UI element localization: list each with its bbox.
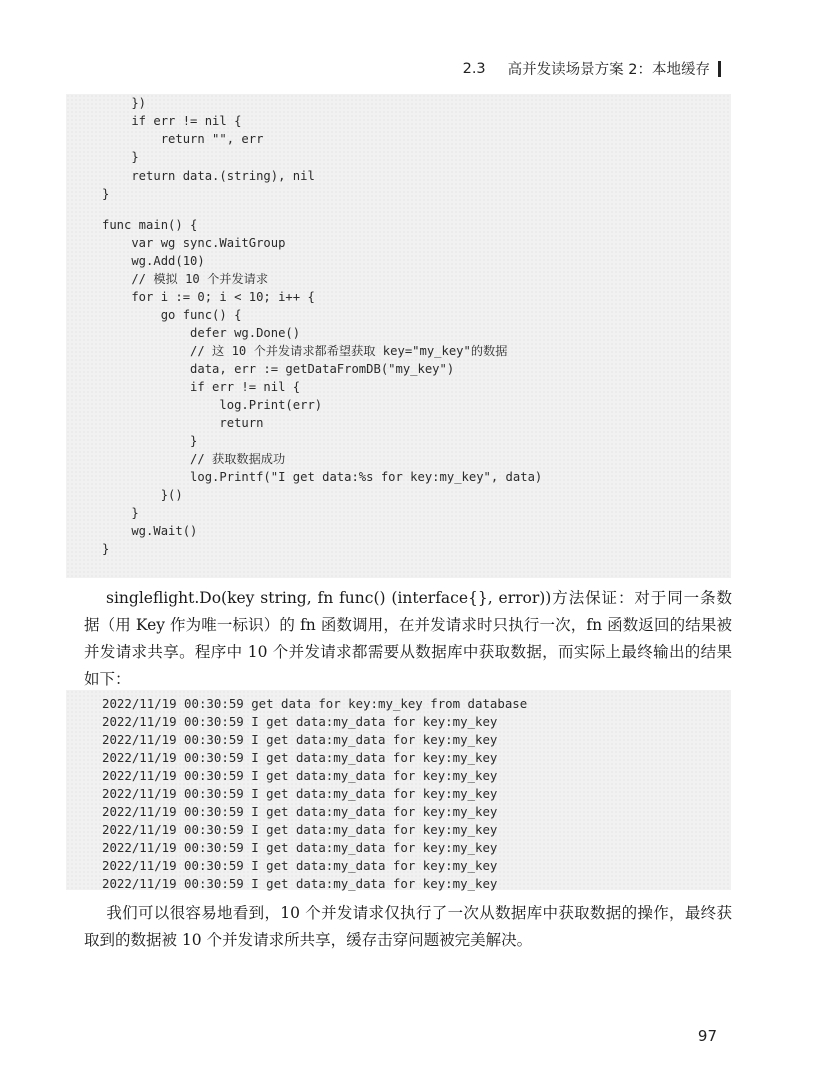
- code-line: if err != nil {: [102, 114, 242, 128]
- code-line: log.Printf("I get data:%s for key:my_key", data): [102, 470, 543, 484]
- code-line: defer wg.Done(): [102, 326, 301, 340]
- paragraph-text: 我们可以很容易地看到，10 个并发请求仅执行了一次从数据库中获取数据的操作，最终获取到的数据被 10 个并发请求所共享，缓存击穿问题被完美解决。: [84, 904, 732, 949]
- output-block: [66, 690, 731, 890]
- output-line: 2022/11/19 00:30:59 I get data:my_data for key:my_key: [102, 768, 498, 783]
- output-line: 2022/11/19 00:30:59 I get data:my_data for key:my_key: [102, 804, 498, 819]
- paragraph-text: singleflight.Do(key string, fn func() (interface{}, error))方法保证：对于同一条数据（用 Key 作为唯一标识）的 fn 函数调用，在并发请求时只执行一次，fn 函数返回的结果被并发请求共享。程序中 10 个并发请求都需要从数据库中获取数据，而实际上最终输出的结果如下：: [84, 589, 732, 688]
- code-line: func main() {: [102, 218, 198, 232]
- code-line: }: [102, 434, 198, 448]
- output-line: 2022/11/19 00:30:59 I get data:my_data for key:my_key: [102, 876, 498, 891]
- section-number: 2.3: [462, 60, 486, 77]
- code-line: wg.Wait(): [102, 524, 198, 538]
- code-line: log.Print(err): [102, 398, 323, 412]
- output-line: 2022/11/19 00:30:59 I get data:my_data for key:my_key: [102, 714, 498, 729]
- code-line: }: [102, 506, 139, 520]
- code-line: return: [102, 416, 264, 430]
- output-line: 2022/11/19 00:30:59 I get data:my_data for key:my_key: [102, 750, 498, 765]
- page-number: 97: [697, 1027, 717, 1045]
- code-line: if err != nil {: [102, 380, 301, 394]
- section-title: 高并发读场景方案 2：本地缓存: [507, 62, 710, 78]
- code-line: return data.(string), nil: [102, 169, 315, 183]
- output-line: 2022/11/19 00:30:59 get data for key:my_key from database: [102, 696, 528, 711]
- code-line: // 这 10 个并发请求都希望获取 key="my_key"的数据: [102, 344, 508, 358]
- code-line: }: [102, 542, 110, 556]
- code-line: go func() {: [102, 308, 242, 322]
- code-line: wg.Add(10): [102, 254, 205, 268]
- code-line: }(): [102, 488, 183, 502]
- output-line: 2022/11/19 00:30:59 I get data:my_data for key:my_key: [102, 732, 498, 747]
- output-line: 2022/11/19 00:30:59 I get data:my_data for key:my_key: [102, 858, 498, 873]
- code-line: }: [102, 150, 139, 164]
- code-line: }: [102, 187, 110, 201]
- code-block: [66, 94, 731, 578]
- running-header: [463, 58, 721, 79]
- code-line: return "", err: [102, 132, 264, 146]
- code-line: // 获取数据成功: [102, 452, 286, 466]
- body-paragraph: [84, 900, 732, 954]
- output-line: 2022/11/19 00:30:59 I get data:my_data for key:my_key: [102, 840, 498, 855]
- code-line: }): [102, 96, 147, 110]
- code-line: for i := 0; i < 10; i++ {: [102, 290, 315, 304]
- code-line: var wg sync.WaitGroup: [102, 236, 286, 250]
- body-paragraph: [84, 585, 732, 693]
- output-line: 2022/11/19 00:30:59 I get data:my_data for key:my_key: [102, 786, 498, 801]
- output-line: 2022/11/19 00:30:59 I get data:my_data for key:my_key: [102, 822, 498, 837]
- code-line: // 模拟 10 个并发请求: [102, 272, 269, 286]
- header-bar-mark: [718, 61, 721, 77]
- code-line: data, err := getDataFromDB("my_key"): [102, 362, 455, 376]
